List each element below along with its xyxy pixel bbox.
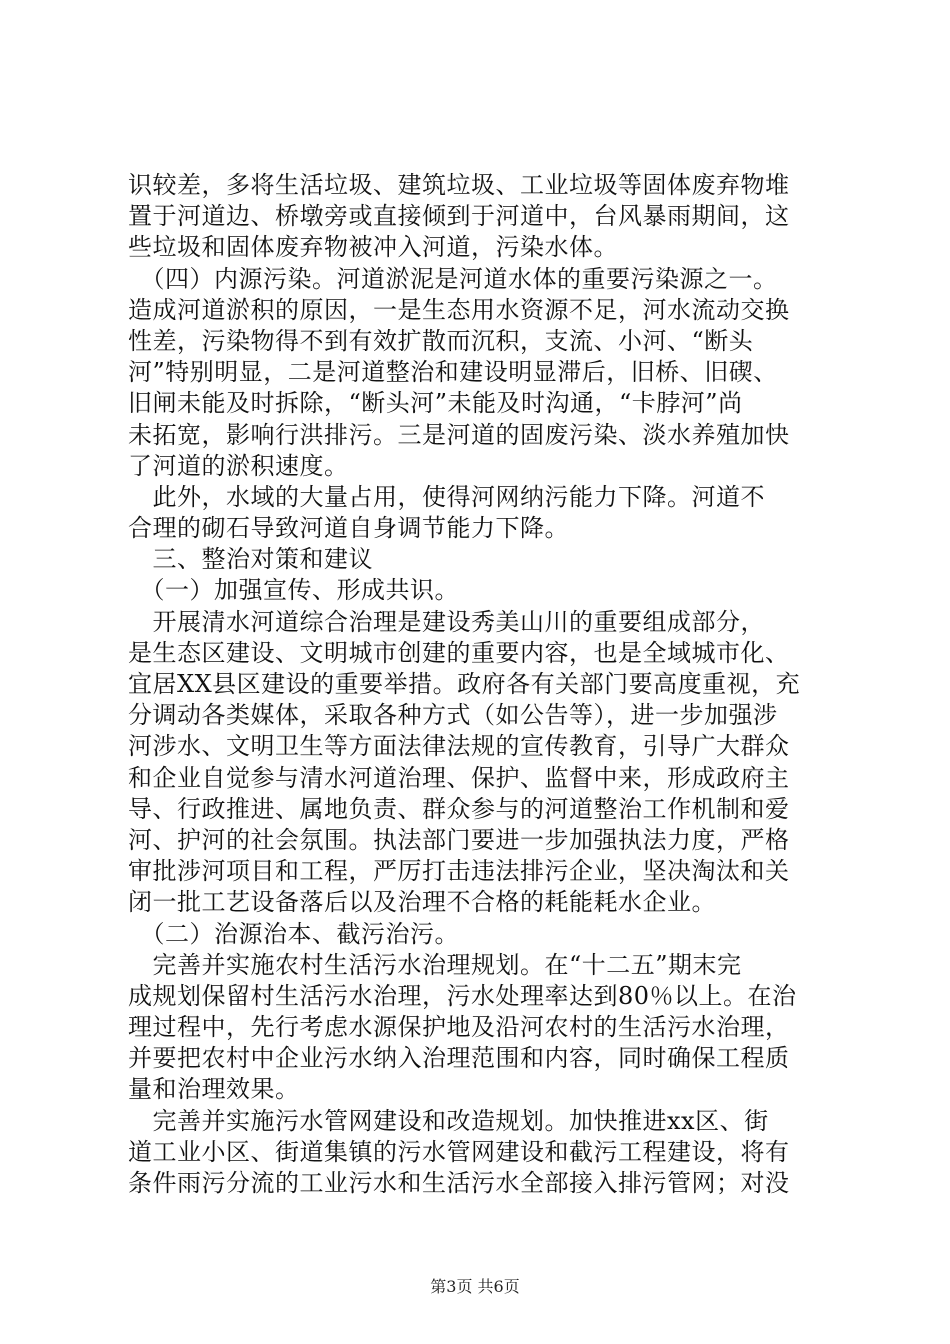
text-line: 和企业自觉参与清水河道治理、保护、监督中来，形成政府主 bbox=[128, 763, 790, 792]
text-line: 条件雨污分流的工业污水和生活污水全部接入排污管网；对没 bbox=[128, 1169, 790, 1197]
text-line: 宜居XX县区建设的重要举措。政府各有关部门要高度重视，充 bbox=[128, 670, 801, 698]
document-body bbox=[128, 170, 848, 1199]
text-line: 性差，污染物得不到有效扩散而沉积，支流、小河、“断头 bbox=[128, 326, 754, 355]
text-line: （四）内源污染。河道淤泥是河道水体的重要污染源之一。 bbox=[128, 264, 778, 293]
text-line: 并要把农村中企业污水纳入治理范围和内容，同时确保工程质 bbox=[128, 1044, 790, 1073]
text-line: 河”特别明显，二是河道整治和建设明显滞后，旧桥、旧碶、 bbox=[128, 358, 778, 387]
text-line: 些垃圾和固体废弃物被冲入河道，污染水体。 bbox=[128, 233, 618, 262]
text-line: 分调动各类媒体，采取各种方式（如公告等），进一步加强涉 bbox=[128, 701, 778, 730]
text-line: 未拓宽，影响行洪排污。三是河道的固废污染、淡水养殖加快 bbox=[128, 420, 790, 449]
text-line: 旧闸未能及时拆除，“断头河”未能及时沟通，“卡脖河”尚 bbox=[128, 389, 743, 418]
text-line: 此外，水域的大量占用，使得河网纳污能力下降。河道不 bbox=[128, 482, 765, 511]
subsection-heading: （一）加强宣传、形成共识。 bbox=[128, 576, 459, 605]
text-line: 完善并实施污水管网建设和改造规划。加快推进xx区、街 bbox=[128, 1106, 769, 1135]
text-line: 量和治理效果。 bbox=[128, 1075, 300, 1104]
text-line: 导、行政推进、属地负责、群众参与的河道整治工作机制和爱 bbox=[128, 794, 790, 823]
section-heading: 三、整治对策和建议 bbox=[128, 545, 373, 574]
text-line: 是生态区建设、文明城市创建的重要内容，也是全域城市化、 bbox=[128, 638, 790, 667]
text-line: 置于河道边、桥墩旁或直接倾到于河道中，台风暴雨期间，这 bbox=[128, 202, 790, 231]
text-line: 审批涉河项目和工程，严厉打击违法排污企业，坚决淘汰和关 bbox=[128, 857, 790, 886]
text-line: 造成河道淤积的原因，一是生态用水资源不足，河水流动交换 bbox=[128, 295, 790, 324]
text-line: 理过程中，先行考虑水源保护地及沿河农村的生活污水治理， bbox=[128, 1013, 790, 1042]
text-line: 闭一批工艺设备落后以及治理不合格的耗能耗水企业。 bbox=[128, 888, 716, 917]
subsection-heading: （二）治源治本、截污治污。 bbox=[128, 919, 459, 948]
text-line: 完善并实施农村生活污水治理规划。在“十二五”期末完 bbox=[128, 950, 742, 979]
text-line: 河、护河的社会氛围。执法部门要进一步加强执法力度，严格 bbox=[128, 825, 790, 854]
text-line: 合理的砌石导致河道自身调节能力下降。 bbox=[128, 514, 569, 543]
text-line: 识较差，多将生活垃圾、建筑垃圾、工业垃圾等固体废弃物堆 bbox=[128, 171, 790, 199]
page-number-footer: 第3页 共6页 bbox=[430, 1277, 520, 1296]
text-line: 成规划保留村生活污水治理，污水处理率达到80％以上。在治 bbox=[128, 981, 797, 1010]
text-line: 河涉水、文明卫生等方面法律法规的宣传教育，引导广大群众 bbox=[128, 732, 790, 761]
text-line: 道工业小区、街道集镇的污水管网建设和截污工程建设，将有 bbox=[128, 1137, 790, 1166]
text-line: 了河道的淤积速度。 bbox=[128, 451, 349, 480]
text-line: 开展清水河道综合治理是建设秀美山川的重要组成部分， bbox=[128, 607, 765, 636]
